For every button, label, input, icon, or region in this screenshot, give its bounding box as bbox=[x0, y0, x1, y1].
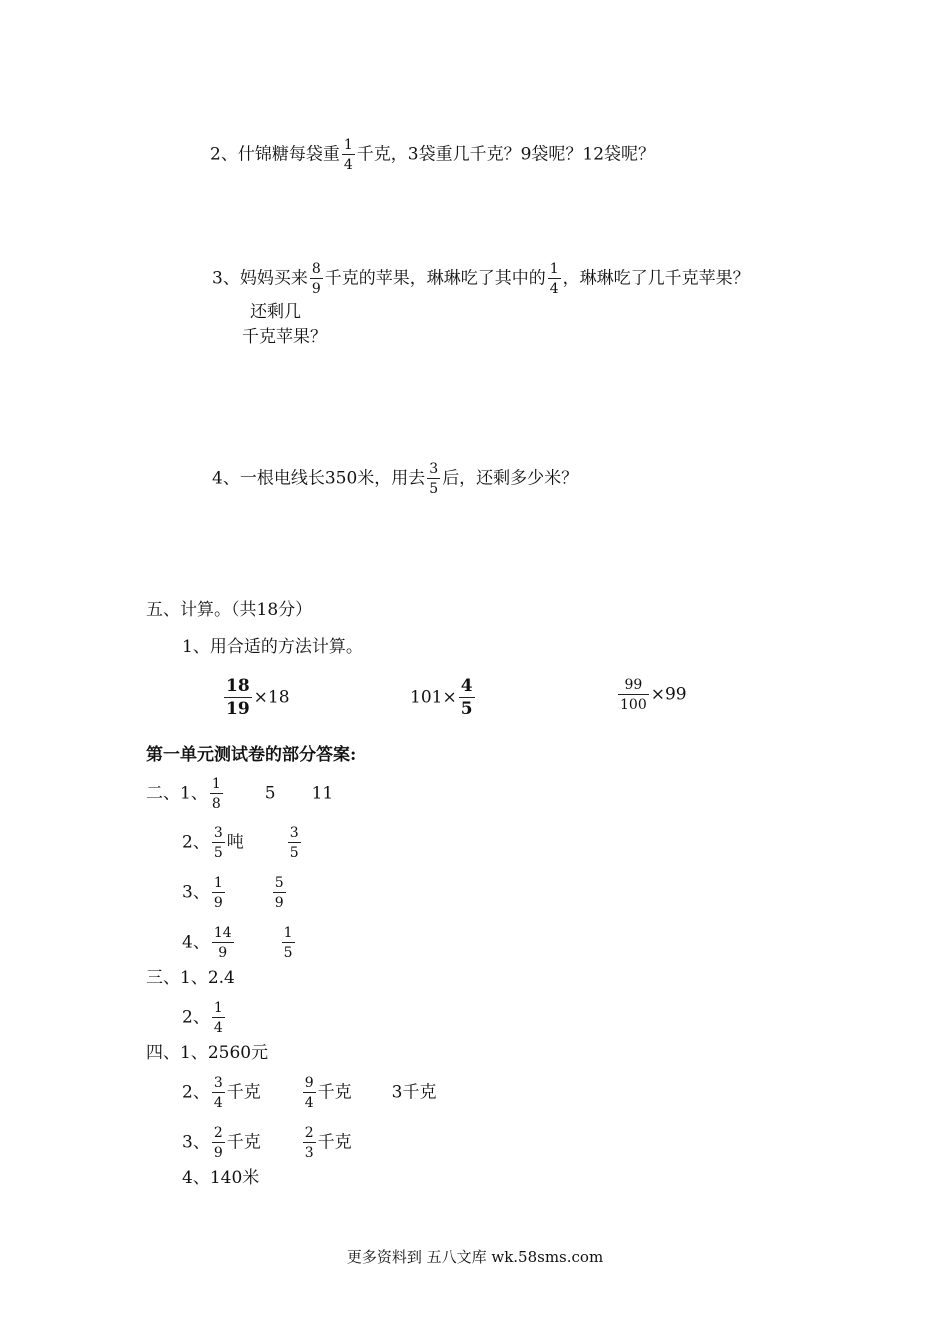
fraction: $\frac{3}{4}$ bbox=[213, 1075, 223, 1111]
q3-continuation-2: 千克苹果？ bbox=[242, 327, 327, 347]
answer-4-1: 四、1、2560元 bbox=[146, 1043, 269, 1063]
answer-4-3: 3、 $\frac{2}{9}$ 千克 $\frac{2}{3}$ 千克 bbox=[182, 1125, 352, 1161]
q3-continuation-1: 还剩几 bbox=[250, 302, 301, 322]
question-2 bbox=[210, 138, 655, 172]
question-3 bbox=[212, 262, 750, 296]
fraction: $\frac{4}{5}$ bbox=[460, 676, 473, 719]
fraction: $\frac{1}{8}$ bbox=[211, 776, 221, 812]
fraction: $\frac{1}{4}$ bbox=[343, 137, 353, 173]
fraction: $\frac{3}{5}$ bbox=[429, 461, 439, 497]
answers-title: 第一单元测试卷的部分答案: bbox=[146, 745, 357, 765]
answer-2-4: 4、 $\frac{14}{9}$ $\frac{1}{5}$ bbox=[182, 925, 293, 961]
answer-4-2: 2、 $\frac{3}{4}$ 千克 $\frac{9}{4}$ 千克 3千克 bbox=[182, 1075, 437, 1111]
q2-text-a: 2、什锦糖每袋重 bbox=[210, 144, 340, 165]
answer-2-2: 2、 $\frac{3}{5}$ 吨 $\frac{3}{5}$ bbox=[182, 825, 299, 861]
answer-3-1: 三、1、2.4 bbox=[146, 968, 235, 988]
question-4 bbox=[212, 462, 578, 496]
fraction: $\frac{2}{9}$ bbox=[213, 1125, 223, 1161]
fraction: $\frac{3}{5}$ bbox=[213, 825, 223, 861]
fraction: $\frac{1}{4}$ bbox=[213, 1000, 223, 1036]
fraction: $\frac{1}{9}$ bbox=[213, 875, 223, 911]
answer-2-1: 二、1、 $\frac{1}{8}$ 5 11 bbox=[146, 776, 334, 812]
section-5-subtitle: 1、用合适的方法计算。 bbox=[182, 637, 363, 657]
section-5-title: 五、计算。（共18分） bbox=[146, 600, 313, 620]
q3-text-a: 3、妈妈买来 bbox=[212, 268, 308, 289]
answer-4-4: 4、140米 bbox=[182, 1168, 260, 1188]
fraction: $\frac{18}{19}$ bbox=[226, 676, 250, 719]
fraction: $\frac{9}{4}$ bbox=[304, 1075, 314, 1111]
q3-text-b: 千克的苹果，琳琳吃了其中的 bbox=[324, 268, 546, 289]
calc-expression-3: $\frac{99}{100}$ ×99 bbox=[620, 677, 687, 713]
fraction: $\frac{3}{5}$ bbox=[289, 825, 299, 861]
fraction: $\frac{5}{9}$ bbox=[274, 875, 284, 911]
q3-text-c: ，琳琳吃了几千克苹果？ bbox=[562, 268, 750, 289]
fraction: $\frac{1}{4}$ bbox=[549, 261, 559, 297]
fraction: $\frac{2}{3}$ bbox=[304, 1125, 314, 1161]
fraction: $\frac{1}{5}$ bbox=[283, 925, 293, 961]
q4-text-a: 4、一根电线长350米，用去 bbox=[212, 468, 426, 489]
fraction: $\frac{8}{9}$ bbox=[311, 261, 321, 297]
answer-3-2: 2、 $\frac{1}{4}$ bbox=[182, 1000, 223, 1036]
calc-expression-2: 101× $\frac{4}{5}$ bbox=[410, 676, 473, 719]
q4-text-b: 后，还剩多少米？ bbox=[442, 468, 579, 489]
calc-expression-1: $\frac{18}{19}$ ×18 bbox=[226, 676, 290, 719]
fraction: $\frac{14}{9}$ bbox=[213, 925, 232, 961]
q2-text-b: 千克，3袋重几千克？9袋呢？12袋呢？ bbox=[356, 144, 656, 165]
fraction: $\frac{99}{100}$ bbox=[620, 677, 647, 713]
answer-2-3: 3、 $\frac{1}{9}$ $\frac{5}{9}$ bbox=[182, 875, 284, 911]
footer-link[interactable]: 更多资料到 五八文库 wk.58sms.com bbox=[346, 1248, 604, 1266]
